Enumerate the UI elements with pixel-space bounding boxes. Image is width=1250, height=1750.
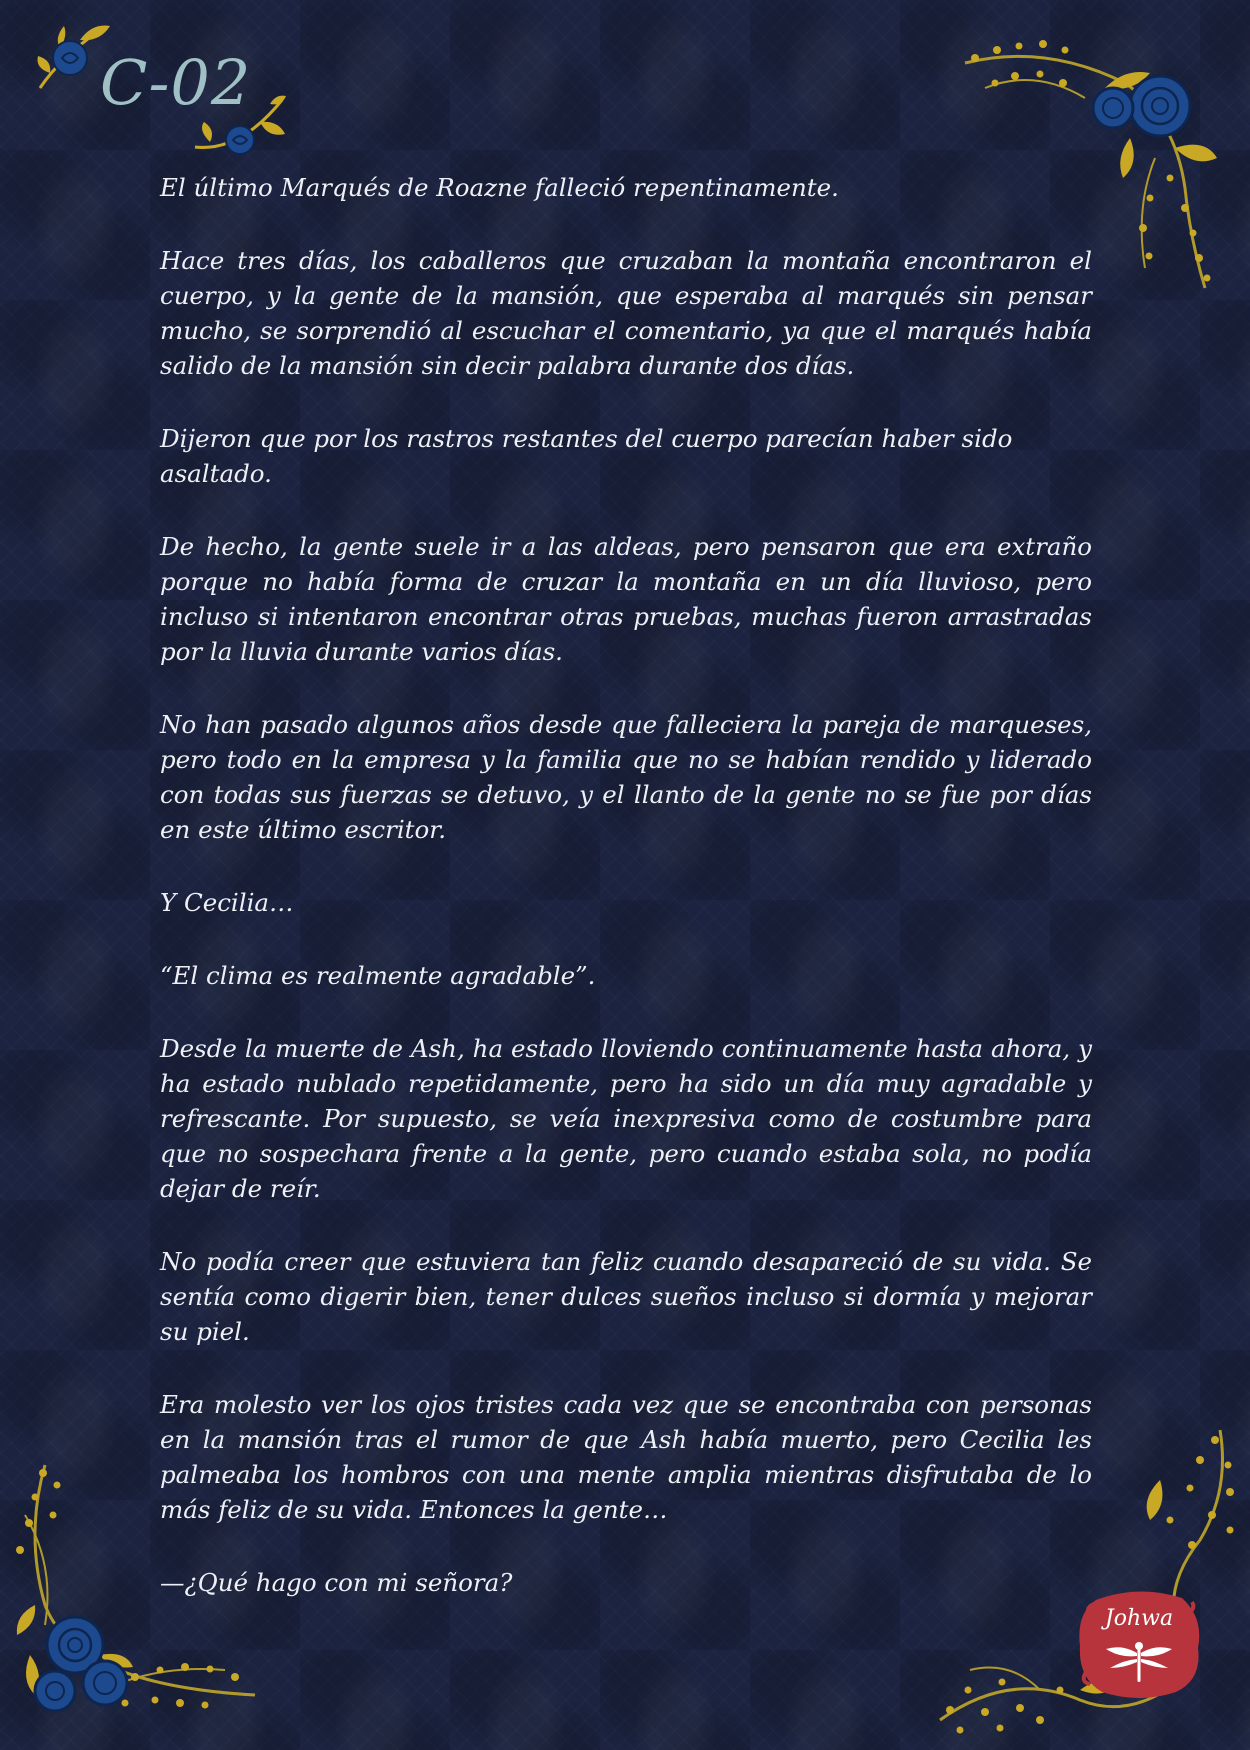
- dragonfly-icon: [1104, 1640, 1174, 1684]
- story-text: [160, 170, 1092, 1638]
- paragraph: No podía creer que estuviera tan feliz cuando desapareció de su vida. Se sentía como digerir bien, tener dulces sueños incluso si dormía y mejorar su piel.: [160, 1247, 1092, 1346]
- paragraph: Hace tres días, los caballeros que cruzaban la montaña encontraron el cuerpo, y la gente de la mansión, que esperaba al marqués sin pensar mucho, se sorprendió al escuchar el comentario, ya que el marqués había salido de la mansión sin decir palabra durante dos días.: [160, 246, 1092, 380]
- paragraph: No han pasado algunos años desde que falleciera la pareja de marqueses, pero todo en la empresa y la familia que no se habían rendido y liderado con todas sus fuerzas se detuvo, y el llanto de la gente no se fue por días en este último escritor.: [160, 710, 1092, 844]
- paragraph: De hecho, la gente suele ir a las aldeas, pero pensaron que era extraño porque no había forma de cruzar la montaña en un día lluvioso, pero incluso si intentaron encontrar otras pruebas, muchas fueron arrastradas por la lluvia durante varios días.: [160, 532, 1092, 666]
- floral-corner-bottom-left-icon: [5, 1455, 265, 1725]
- johwa-badge: [1076, 1588, 1202, 1700]
- paragraph: Era molesto ver los ojos tristes cada vez que se encontraba con personas en la mansión tras el rumor de que Ash había muerto, pero Cecilia les palmeaba los hombros con una mente amplia mientras disfrutaba de lo más feliz de su vida. Entonces la gente…: [160, 1390, 1092, 1524]
- paragraph: —¿Qué hago con mi señora?: [160, 1568, 513, 1597]
- paragraph: Y Cecilia…: [160, 888, 294, 917]
- paragraph: “El clima es realmente agradable”.: [160, 961, 596, 990]
- badge-label: Johwa: [1104, 1606, 1174, 1631]
- chapter-label: C-02: [100, 46, 252, 119]
- paragraph: Desde la muerte de Ash, ha estado lloviendo continuamente hasta ahora, y ha estado nublado repetidamente, pero ha sido un día muy agradable y refrescante. Por supuesto, se veía inexpresiva como de costumbre para que no sospechara frente a la gente, pero cuando estaba sola, no podía dejar de reír.: [160, 1034, 1092, 1203]
- paragraph: Dijeron que por los rastros restantes del cuerpo parecían haber sido asaltado.: [160, 424, 1013, 488]
- paragraph: El último Marqués de Roazne falleció repentinamente.: [160, 173, 839, 202]
